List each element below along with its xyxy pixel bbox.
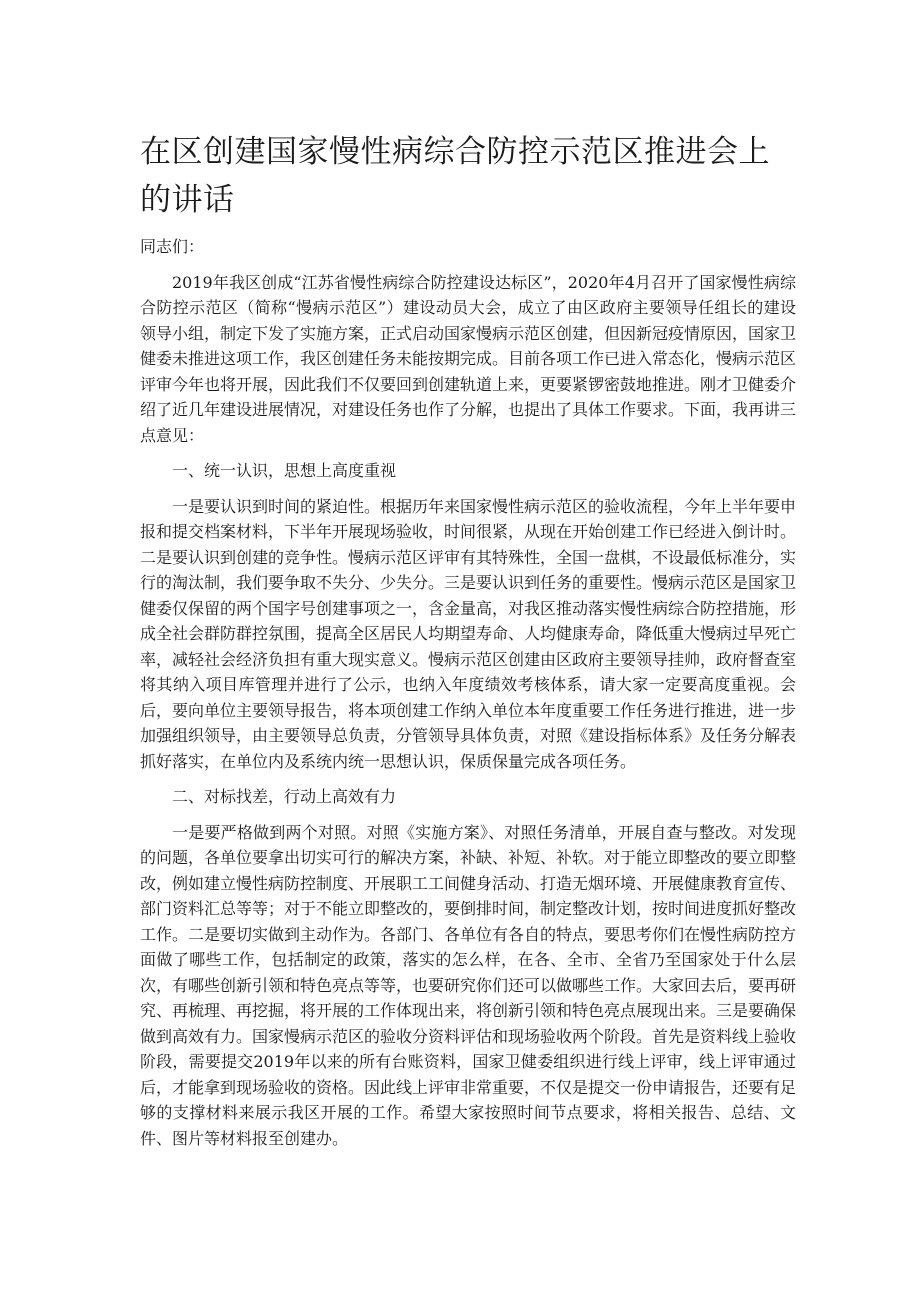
- greeting: 同志们：: [140, 237, 205, 256]
- section-2-body: 一是要严格做到两个对照。对照《实施方案》、对照任务清单，开展自查与整改。对发现的问题，各单位要拿出切实可行的解决方案，补缺、补短、补软。对于能立即整改的要立即整改，例如建立慢性病防控制度、开展职工工间健身活动、打造无烟环境、开展健康教育宣传、部门资料汇总等等；对于不能立即整改的，要倒排时间，制定整改计划，按时间进度抓好整改工作。二是要切实做到主动作为。各部门、各单位有各自的特点，要思考你们在慢性病防控方面做了哪些工作，包括制定的政策，落实的怎么样，在各、全市、全省乃至国家处于什么层次，有哪些创新引领和特色亮点等等，也要研究你们还可以做哪些工作。大家回去后，要再研究、再梳理、再挖掘，将开展的工作体现出来，将创新引领和特色亮点展现出来。三是要确保做到高效有力。国家慢病示范区的验收分资料评估和现场验收两个阶段。首先是资料线上验收阶段，需要提交2019年以来的所有台账资料，国家卫健委组织进行线上评审，线上评审通过后，才能拿到现场验收的资格。因此线上评审非常重要，不仅是提交一份申请报告，还要有足够的支撑材料来展示我区开展的工作。希望大家按照时间节点要求，将相关报告、总结、文件、图片等材料报至创建办。: [140, 822, 797, 1148]
- intro-paragraph: 2019年我区创成“江苏省慢性病综合防控建设达标区”，2020年4月召开了国家慢性病综合防控示范区（简称“慢病示范区”）建设动员大会，成立了由区政府主要领导任组长的建设领导小组，制定下发了实施方案，正式启动国家慢病示范区创建，但因新冠疫情原因，国家卫健委未推进这项工作，我区创建任务未能按期完成。目前各项工作已进入常态化，慢病示范区评审今年也将开展，因此我们不仅要回到创建轨道上来，更要紧锣密鼓地推进。刚才卫健委介绍了近几年建设进展情况，对建设任务也作了分解，也提出了具体工作要求。下面，我再讲三点意见：: [140, 272, 797, 445]
- section-2-heading: 二、对标找差，行动上高效有力: [172, 787, 397, 806]
- section-1-body: 一是要认识到时间的紧迫性。根据历年来国家慢性病示范区的验收流程，今年上半年要申报和提交档案材料，下半年开展现场验收，时间很紧，从现在开始创建工作已经进入倒计时。二是要认识到创建的竞争性。慢病示范区评审有其特殊性，全国一盘棋，不设最低标准分，实行的淘汰制，我们要争取不失分、少失分。三是要认识到任务的重要性。慢病示范区是国家卫健委仅保留的两个国字号创建事项之一，含金量高，对我区推动落实慢性病综合防控措施，形成全社会群防群控氛围，提高全区居民人均期望寿命、人均健康寿命，降低重大慢病过早死亡率，减轻社会经济负担有重大现实意义。慢病示范区创建由区政府主要领导挂帅，政府督查室将其纳入项目库管理并进行了公示，也纳入年度绩效考核体系，请大家一定要高度重视。会后，要向单位主要领导报告，将本项创建工作纳入单位本年度重要工作任务进行推进，进一步加强组织领导，由主要领导总负责，分管领导具体负责，对照《建设指标体系》及任务分解表抓好落实，在单位内及系统内统一思想认识，保质保量完成各项任务。: [140, 496, 797, 771]
- document-page: [140, 128, 796, 1161]
- section-1-heading: 一、统一认识，思想上高度重视: [172, 461, 397, 480]
- document-title: 在区创建国家慢性病综合防控示范区推进会上的讲话: [140, 134, 770, 218]
